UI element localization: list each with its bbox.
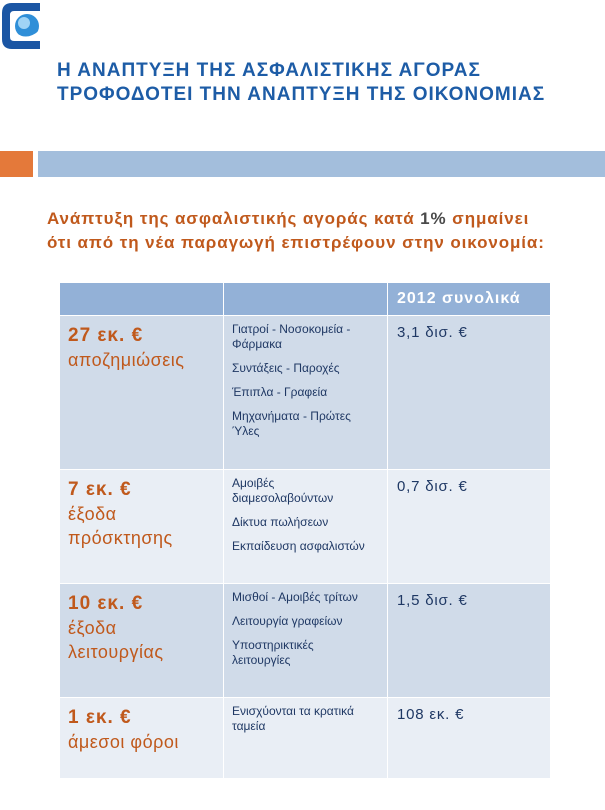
amount-cell <box>60 316 223 469</box>
table-row <box>60 584 550 697</box>
table-row <box>60 316 550 469</box>
category-label: άμεσοι φόροι <box>68 732 179 752</box>
detail-item: Έπιπλα - Γραφεία <box>232 385 328 399</box>
detail-item: Γιατροί - Νοσοκομεία - Φάρμακα <box>232 322 351 351</box>
intro-highlight-percent: 1% <box>420 209 447 228</box>
details-cell <box>224 470 387 583</box>
amount-value: 7 εκ. € <box>68 479 132 500</box>
detail-item: Εκπαίδευση ασφαλιστών <box>232 539 365 553</box>
section-bar-accent <box>0 151 33 177</box>
table-header-cell <box>224 283 387 315</box>
total-cell <box>388 584 550 697</box>
detail-item: Μισθοί - Αμοιβές τρίτων <box>232 590 358 604</box>
amount-value: 27 εκ. € <box>68 325 144 346</box>
slide-title-line: Η ΑΝΑΠΤΥΞΗ ΤΗΣ ΑΣΦΑΛΙΣΤΙΚΗΣ ΑΓΟΡΑΣ <box>57 60 481 81</box>
contributions-table <box>60 283 550 778</box>
table-row <box>60 470 550 583</box>
details-cell <box>224 316 387 469</box>
total-value: 108 εκ. € <box>397 706 465 723</box>
category-label: έξοδα πρόσκτησης <box>68 504 173 548</box>
intro-line <box>47 207 545 231</box>
detail-item: Συντάξεις - Παροχές <box>232 361 340 375</box>
logo-icon <box>0 1 46 51</box>
detail-item: Μηχανήματα - Πρώτες Ύλες <box>232 409 351 438</box>
section-bar-band <box>38 151 605 177</box>
intro-text-start: Ανάπτυξη της ασφαλιστικής αγοράς κατά <box>47 209 421 228</box>
total-column-header: 2012 συνολικά <box>388 283 550 315</box>
details-cell <box>224 584 387 697</box>
amount-cell <box>60 470 223 583</box>
detail-item: Υποστηρικτικές λειτουργίες <box>232 638 314 667</box>
table-header-row <box>60 283 550 315</box>
total-cell <box>388 316 550 469</box>
total-value: 1,5 δισ. € <box>397 592 468 609</box>
company-logo <box>0 1 46 51</box>
detail-item: Δίκτυα πωλήσεων <box>232 515 329 529</box>
amount-cell <box>60 584 223 697</box>
total-value: 0,7 δισ. € <box>397 478 468 495</box>
intro-text-end: σημαίνει <box>446 209 530 228</box>
category-label: έξοδα λειτουργίας <box>68 618 164 662</box>
amount-value: 1 εκ. € <box>68 707 132 728</box>
total-cell <box>388 470 550 583</box>
slide-title <box>57 59 545 107</box>
amount-cell <box>60 698 223 778</box>
detail-item: Ενισχύονται τα κρατικά ταμεία <box>232 704 354 733</box>
slide-title-line: ΤΡΟΦΟΔΟΤΕΙ ΤΗΝ ΑΝΑΠΤΥΞΗ ΤΗΣ ΟΙΚΟΝΟΜΙΑΣ <box>57 84 546 105</box>
table-row <box>60 698 550 778</box>
category-label: αποζημιώσεις <box>68 350 185 370</box>
total-value: 3,1 δισ. € <box>397 324 468 341</box>
total-cell <box>388 698 550 778</box>
details-cell <box>224 698 387 778</box>
detail-item: Αμοιβές διαμεσολαβούντων <box>232 476 334 505</box>
amount-value: 10 εκ. € <box>68 593 144 614</box>
intro-text <box>47 207 545 255</box>
table-header-cell <box>60 283 223 315</box>
intro-line: ότι από τη νέα παραγωγή επιστρέφουν στην οικονομία: <box>47 233 545 252</box>
detail-item: Λειτουργία γραφείων <box>232 614 343 628</box>
